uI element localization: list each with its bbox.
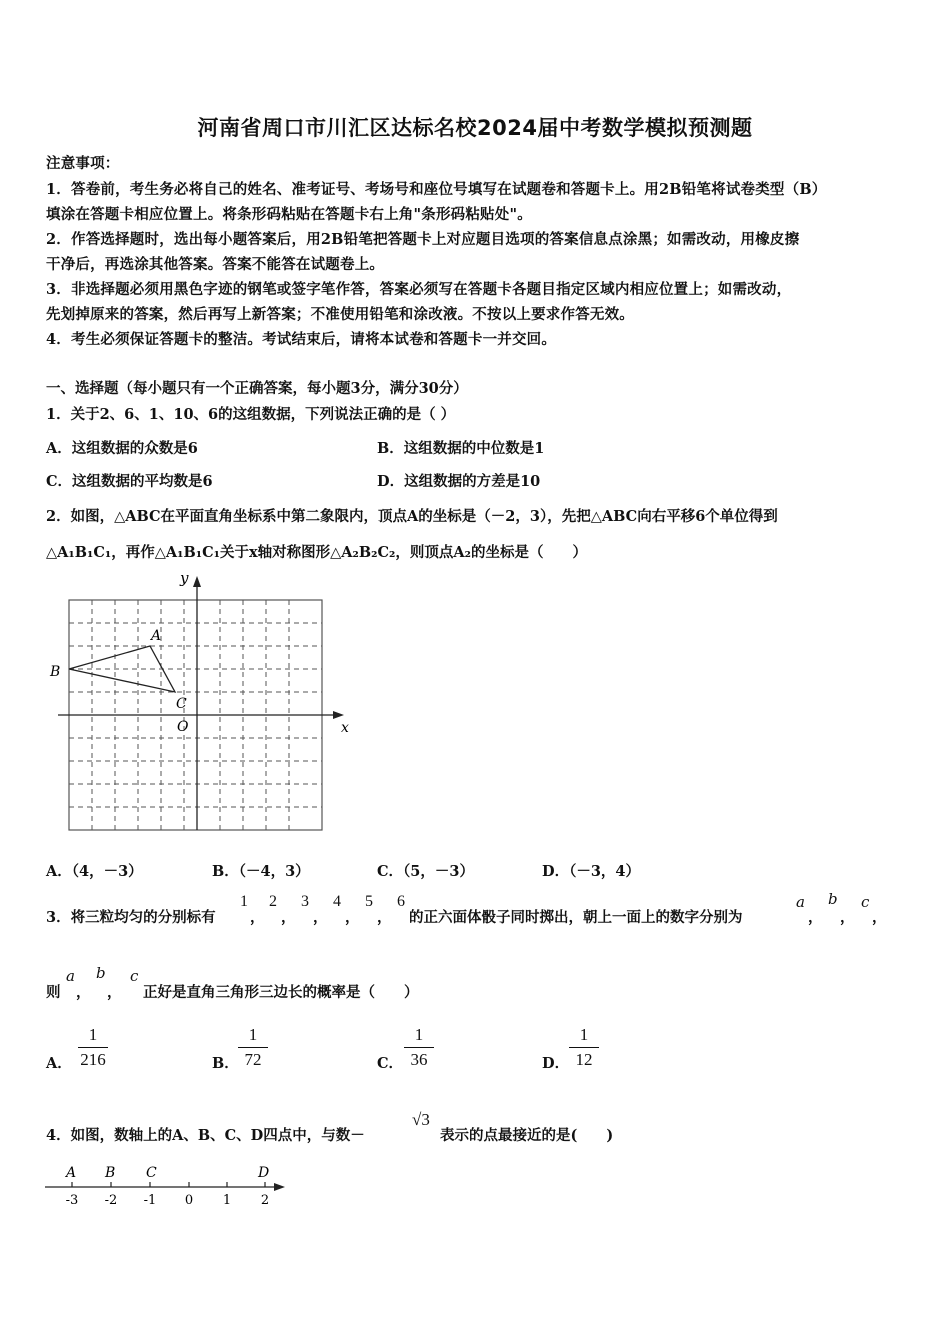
section-heading: 一、选择题（每小题只有一个正确答案，每小题3分，满分30分） bbox=[46, 380, 468, 397]
origin-label: O bbox=[177, 719, 189, 735]
q3-die-number: 2 bbox=[269, 893, 277, 910]
q3-var-a: a bbox=[796, 893, 805, 911]
tick-label: 2 bbox=[260, 1193, 270, 1208]
tick-label: 1 bbox=[222, 1193, 232, 1208]
numerator: 1 bbox=[579, 1025, 589, 1044]
fraction-bar bbox=[569, 1047, 599, 1048]
q3-die-number: 6 bbox=[397, 893, 405, 910]
y-axis-label: y bbox=[180, 569, 189, 587]
tick-label: 0 bbox=[184, 1193, 194, 1208]
fraction-bar bbox=[78, 1047, 108, 1048]
vertex-c-label: C bbox=[176, 696, 187, 712]
q3-sep: ， bbox=[250, 909, 265, 926]
y-axis-arrow bbox=[193, 576, 201, 587]
question-2-line2: △A₁B₁C₁，再作△A₁B₁C₁关于x轴对称图形△A₂B₂C₂，则顶点A₂的坐标是（ ） bbox=[46, 544, 587, 561]
q3-sep: ， bbox=[281, 909, 296, 926]
question-1-stem: 1．关于2、6、1、10、6的这组数据，下列说法正确的是（ ） bbox=[46, 406, 456, 423]
numerator: 1 bbox=[248, 1025, 258, 1044]
q3-sep: ， bbox=[107, 984, 122, 1001]
number-line-arrow bbox=[274, 1183, 285, 1191]
q3-option-a-letter: A． bbox=[46, 1055, 72, 1072]
tick-label: -3 bbox=[65, 1193, 79, 1208]
q3-var-b: b bbox=[96, 964, 106, 982]
q3-option-c-letter: C． bbox=[377, 1055, 404, 1072]
q2-option-b: B．（－4，3） bbox=[212, 863, 310, 880]
coordinate-grid-figure bbox=[40, 568, 360, 838]
q3-option-d-letter: D． bbox=[542, 1055, 570, 1072]
point-c-label: C bbox=[146, 1165, 157, 1181]
notice-line: 干净后，再选涂其他答案。答案不能答在试题卷上。 bbox=[46, 256, 385, 273]
q1-option-c: C．这组数据的平均数是6 bbox=[46, 473, 213, 490]
numerator: 1 bbox=[414, 1025, 424, 1044]
point-d-label: D bbox=[258, 1165, 270, 1181]
q3-option-d-fraction bbox=[567, 1025, 601, 1070]
q2-option-c: C．（5，－3） bbox=[377, 863, 474, 880]
q3-die-number: 5 bbox=[365, 893, 373, 910]
tick-label: -2 bbox=[104, 1193, 118, 1208]
notice-line: 1．答卷前，考生务必将自己的姓名、准考证号、考场号和座位号填写在试题卷和答题卡上。用2B铅笔将试卷类型（B） bbox=[46, 181, 827, 198]
question-4-suffix: 表示的点最接近的是( ) bbox=[440, 1127, 614, 1144]
vertex-b-label: B bbox=[50, 664, 61, 680]
q4-radical: √3 bbox=[412, 1110, 430, 1129]
page-title: 河南省周口市川汇区达标名校2024届中考数学模拟预测题 bbox=[197, 116, 753, 140]
q3-die-number: 3 bbox=[301, 893, 309, 910]
q3-sep: ， bbox=[377, 909, 392, 926]
x-axis-label: x bbox=[341, 720, 349, 736]
fraction-bar bbox=[238, 1047, 268, 1048]
x-axis-arrow bbox=[333, 711, 344, 719]
notice-line: 先划掉原来的答案，然后再写上新答案；不准使用铅笔和涂改液。不按以上要求作答无效。 bbox=[46, 306, 634, 323]
notice-line: 4．考生必须保证答题卡的整洁。考试结束后，请将本试卷和答题卡一并交回。 bbox=[46, 331, 557, 348]
q3-var-c: c bbox=[861, 893, 870, 911]
tick-label: -1 bbox=[143, 1193, 157, 1208]
question-2-line1: 2．如图，△ABC在平面直角坐标系中第二象限内，顶点A的坐标是（－2，3），先把△ABC向右平移6个单位得到 bbox=[46, 508, 778, 525]
q1-option-b: B．这组数据的中位数是1 bbox=[377, 440, 545, 457]
q3-option-a-fraction bbox=[76, 1025, 110, 1070]
q3-var-a: a bbox=[66, 967, 75, 985]
q3-option-b-fraction bbox=[236, 1025, 270, 1070]
denominator: 12 bbox=[575, 1050, 593, 1069]
point-a-label: A bbox=[66, 1165, 77, 1181]
q3-var-b: b bbox=[828, 890, 838, 908]
denominator: 72 bbox=[244, 1050, 262, 1069]
q2-option-d: D．（－3，4） bbox=[542, 863, 641, 880]
denominator: 36 bbox=[410, 1050, 428, 1069]
q3-sep: ， bbox=[840, 909, 855, 926]
q3-option-b-letter: B． bbox=[212, 1055, 239, 1072]
q3-sep: ， bbox=[808, 909, 823, 926]
question-3-line2-suffix: 正好是直角三角形三边长的概率是（ ） bbox=[143, 984, 419, 1001]
q1-option-d: D．这组数据的方差是10 bbox=[377, 473, 541, 490]
point-b-label: B bbox=[105, 1165, 116, 1181]
notice-heading: 注意事项： bbox=[46, 155, 120, 172]
question-3-mid: 的正六面体骰子同时掷出，朝上一面上的数字分别为 bbox=[409, 909, 743, 926]
notice-line: 填涂在答题卡相应位置上。将条形码粘贴在答题卡右上角"条形码粘贴处"。 bbox=[46, 206, 532, 223]
q3-var-c: c bbox=[130, 967, 139, 985]
q3-sep: ， bbox=[345, 909, 360, 926]
numerator: 1 bbox=[88, 1025, 98, 1044]
q2-option-a: A．（4，－3） bbox=[46, 863, 143, 880]
q1-option-a: A．这组数据的众数是6 bbox=[46, 440, 198, 457]
fraction-bar bbox=[404, 1047, 434, 1048]
denominator: 216 bbox=[80, 1050, 106, 1069]
question-3-line2-prefix: 则 bbox=[46, 984, 61, 1001]
notice-line: 2．作答选择题时，选出每小题答案后，用2B铅笔把答题卡上对应题目选项的答案信息点涂黑；如需改动，用橡皮擦 bbox=[46, 231, 800, 248]
q3-option-c-fraction bbox=[402, 1025, 436, 1070]
number-line-ticks bbox=[72, 1182, 265, 1187]
number-line-figure bbox=[40, 1158, 300, 1210]
q3-die-number: 4 bbox=[333, 893, 341, 910]
q3-sep: ， bbox=[313, 909, 328, 926]
q3-sep: ， bbox=[872, 909, 887, 926]
question-3-prefix: 3．将三粒均匀的分别标有 bbox=[46, 909, 216, 926]
question-4-prefix: 4．如图，数轴上的A、B、C、D四点中，与数－ bbox=[46, 1127, 365, 1144]
q3-sep: ， bbox=[76, 984, 91, 1001]
notice-line: 3．非选择题必须用黑色字迹的钢笔或签字笔作答，答案必须写在答题卡各题目指定区域内相应位置上；如需改动， bbox=[46, 281, 792, 298]
q3-die-number: 1 bbox=[240, 893, 248, 910]
vertex-a-label: A bbox=[151, 628, 162, 644]
